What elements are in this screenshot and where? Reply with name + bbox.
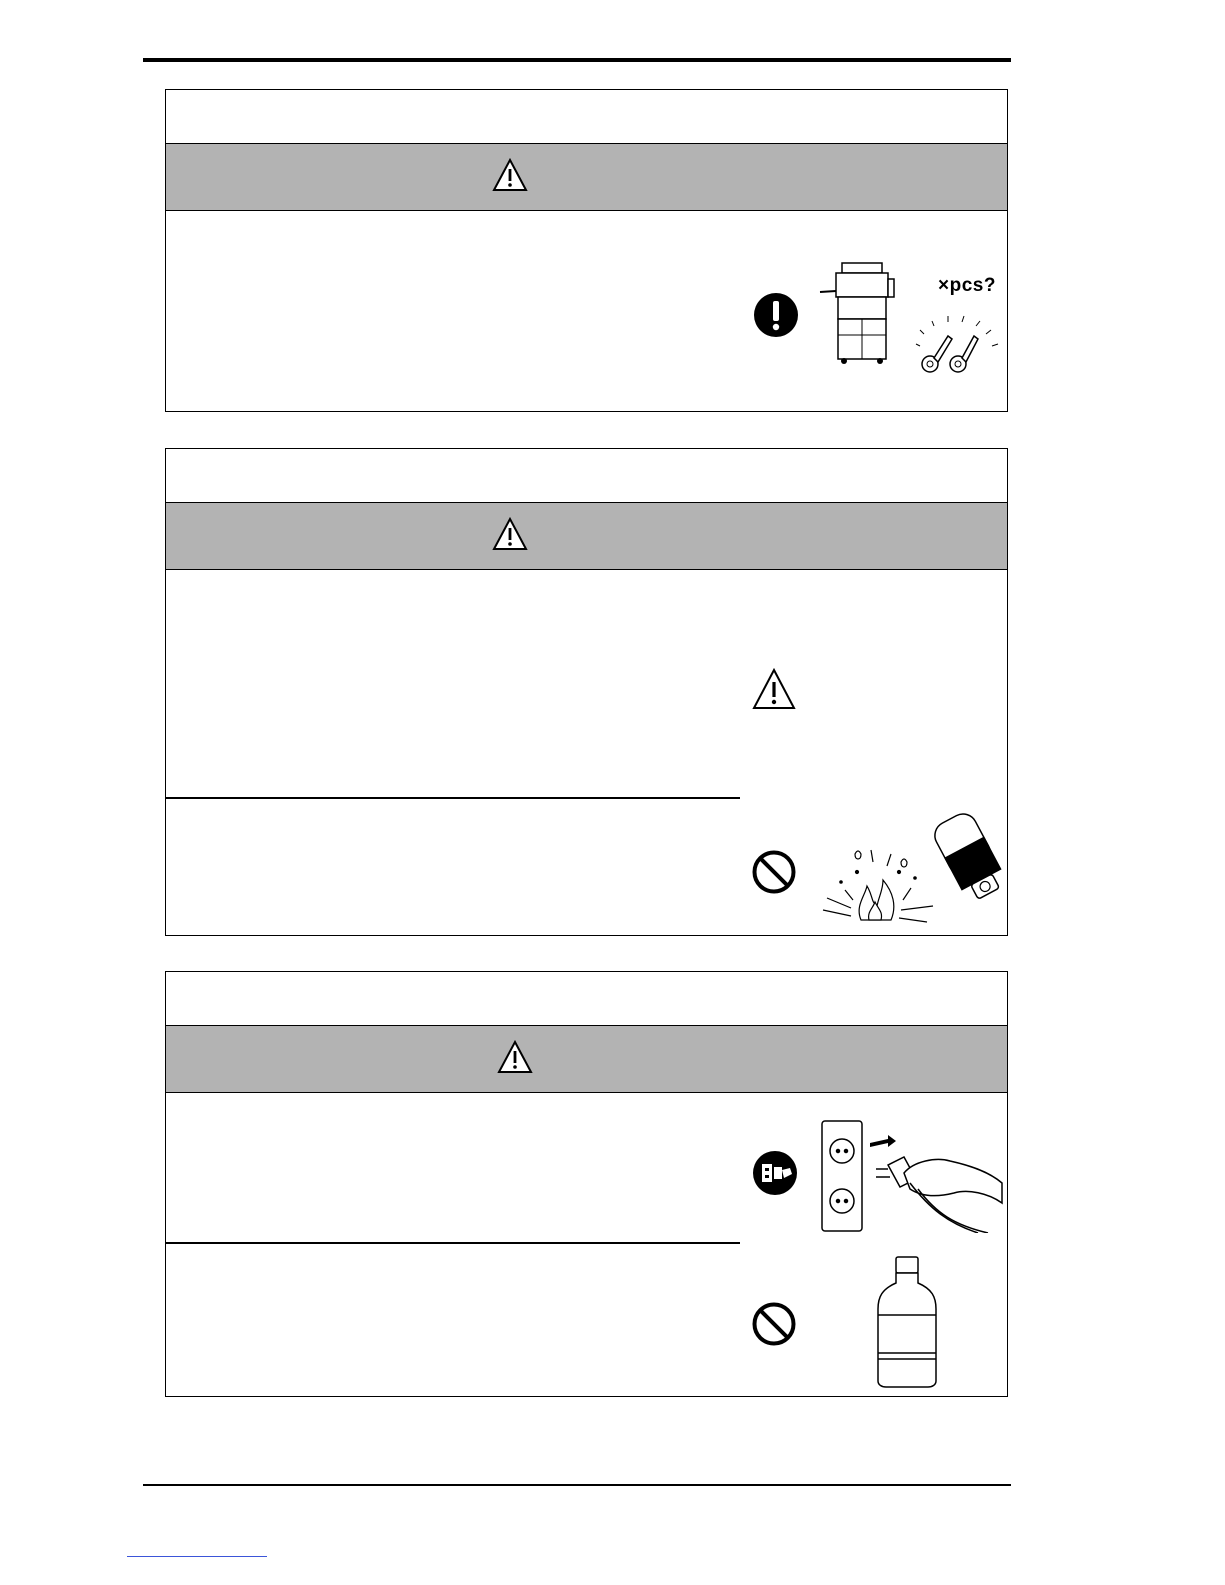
panel-3-body xyxy=(166,1093,1007,1397)
warning-triangle-icon xyxy=(752,668,796,710)
panel-1-body xyxy=(166,211,1007,412)
footer-link-underline[interactable] xyxy=(127,1556,267,1557)
panel-3-title-row xyxy=(166,972,1007,1026)
warning-triangle-icon xyxy=(492,158,528,192)
copier-machine-icon xyxy=(816,257,906,367)
fire-and-toner-bottle-icon xyxy=(821,810,1006,930)
panel-1-title-row xyxy=(166,90,1007,144)
panel-3-divider xyxy=(166,1242,740,1244)
panel-2-title-row xyxy=(166,449,1007,503)
panel-2-warning-band xyxy=(166,503,1007,570)
liquid-bottle-icon xyxy=(872,1253,942,1389)
safety-panel-2 xyxy=(165,448,1008,936)
prohibition-icon xyxy=(752,1302,796,1346)
safety-panel-1 xyxy=(165,89,1008,412)
exclamation-circle-icon xyxy=(753,292,799,338)
panel-2-divider xyxy=(166,797,740,799)
panel-3-warning-band xyxy=(166,1026,1007,1093)
warning-triangle-icon xyxy=(492,517,528,551)
warning-triangle-icon xyxy=(497,1040,533,1074)
panel-2-body xyxy=(166,570,1007,936)
safety-panel-3 xyxy=(165,971,1008,1397)
header-rule xyxy=(143,58,1011,62)
prohibition-icon xyxy=(752,850,796,894)
panel-1-warning-band xyxy=(166,144,1007,211)
footer-rule xyxy=(143,1484,1011,1486)
power-outlet-and-plug-icon xyxy=(818,1113,1008,1233)
screw-count-label: ×pcs? xyxy=(938,275,996,296)
unplug-icon xyxy=(752,1150,798,1196)
screws-icon xyxy=(914,306,1004,376)
